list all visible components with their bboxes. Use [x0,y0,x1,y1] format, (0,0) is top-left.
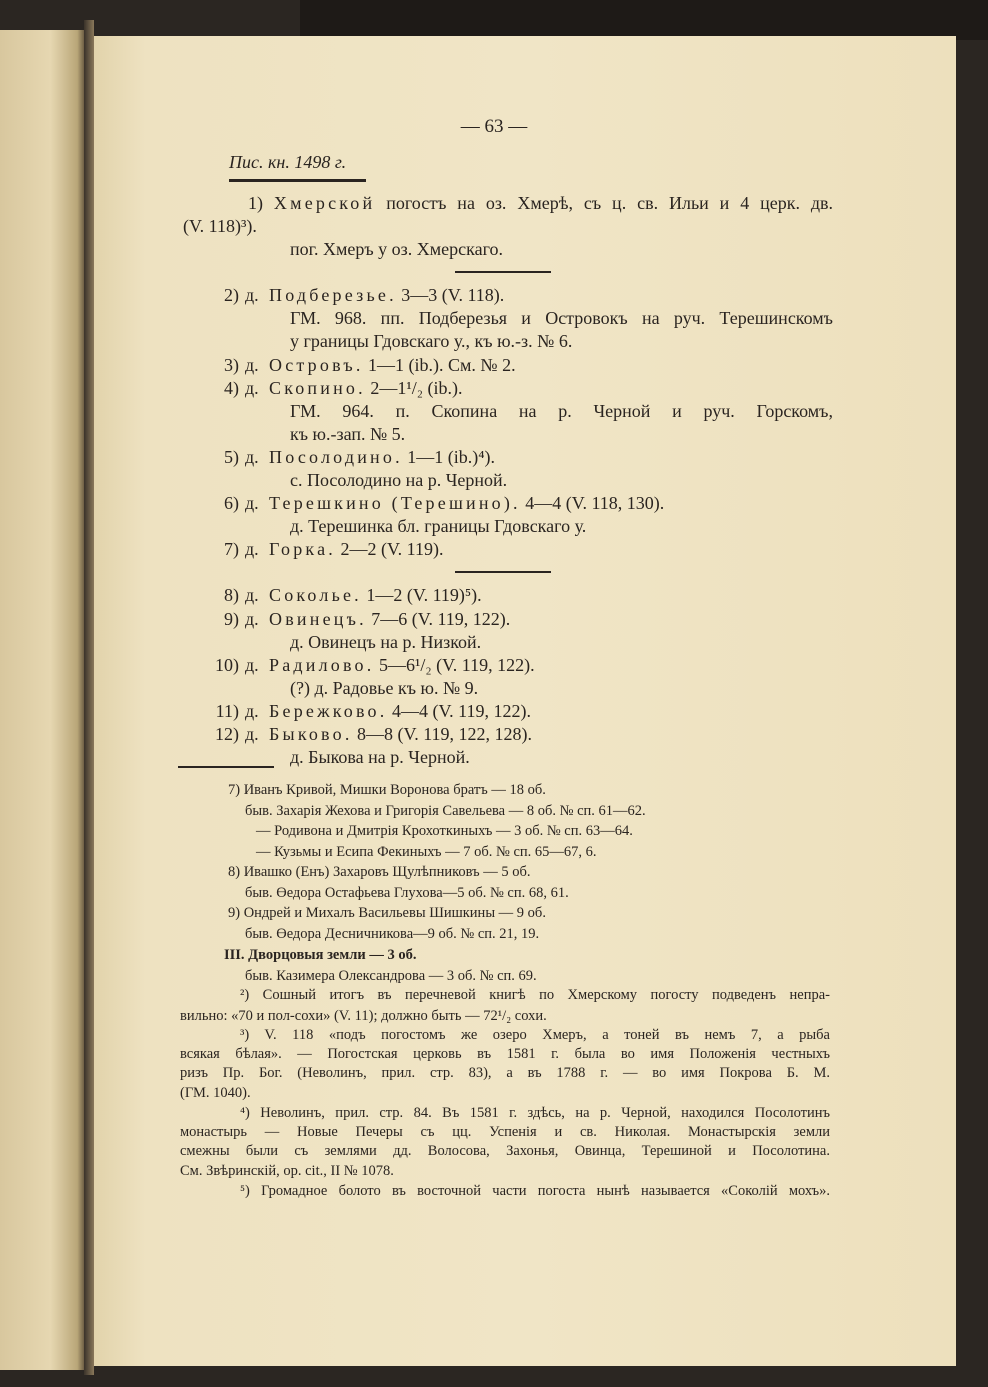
entry-line [183,492,833,515]
entry-text: 3—3 (V. 118). [396,285,505,306]
book-spine [84,20,94,1375]
entry-text: 2—1¹/₂ (ib.). [365,377,463,398]
footnote-line: ⁵) Громадное болото въ восточной части погоста нынѣ называется «Соколій мохъ». [240,1182,830,1199]
entry-number: 7) [224,539,239,560]
place-name: Терешкино (Терешино). [269,493,521,514]
place-name: Овинецъ. [269,608,367,629]
footnote-line: 8) Ивашко (Енъ) Захаровъ Щулѣпниковъ — 5 об. [228,864,531,880]
section-divider [183,561,833,584]
entry-number: 12) [215,723,239,744]
footnote-line: смежны были съ землями дд. Волосова, Захонья, Овинца, Терешиной и Посолотина. [180,1142,830,1159]
footnote-line: всякая бѣлая». — Погостская церковь въ 1581 г. была во имя Положенія честныхъ [180,1045,830,1062]
header-underline [229,179,366,182]
footnote-line: быв. Өедора Десничникова—9 об. № сп. 21, 19. [245,925,540,942]
entry-text: 2—2 (V. 119). [336,539,444,560]
footnote-line: 9) Ондрей и Михалъ Васильевы Шишкины — 9 об. [228,905,546,921]
entry-1-line [183,192,833,215]
settlement-type: д. [245,377,259,398]
entry-number: 11) [215,700,239,721]
entry-number: 6) [224,493,239,514]
settlement-type: д. [245,700,259,721]
entry-number: 5) [224,446,239,467]
footnote-line: ²) Сошный итогъ въ перечневой книгѣ по Хмерскому погосту подведенъ непра- [240,987,830,1003]
entry-note: д. Терешинка бл. границы Гдовскаго у. [290,516,587,537]
entry-number: 1) [248,193,263,213]
entry-group [183,284,833,561]
entry-number: 9) [224,608,239,629]
entry-text: 4—4 (V. 119, 122). [387,700,531,721]
settlement-type: д. [245,723,259,744]
entry-text: 8—8 (V. 119, 122, 128). [352,723,533,744]
entry-text: 1—1 (ib.)⁴). [402,446,496,467]
entry-line [183,700,833,723]
entry-1-continuation: (V. 118)³). [183,216,257,237]
place-name: Горка. [269,539,336,560]
entry-number: 8) [224,585,239,606]
footnote-line: (ГМ. 1040). [180,1084,251,1101]
place-name: Быково. [269,723,353,744]
settlement-type: д. [245,354,259,375]
entry-line [183,584,833,607]
entry-text: погостъ на оз. Хмерѣ, съ ц. св. Ильи и 4 церк. дв. [375,193,834,213]
entry-text: 1—1 (ib.). См. № 2. [363,354,516,375]
settlement-type: д. [245,539,259,560]
entry-note: (?) д. Радовье къ ю. № 9. [290,677,479,698]
entry-1-note: пог. Хмеръ у оз. Хмерскаго. [290,239,504,260]
entry-text: 4—4 (V. 118, 130). [520,493,665,514]
page-number: — 63 — [460,116,528,137]
entry-line [183,377,833,400]
entry-note: ГМ. 968. пп. Подберезья и Островокъ на руч. Терешинскомъ [290,308,833,329]
entry-number: 10) [215,654,239,675]
footnote-line: ризъ Пр. Бог. (Неволинъ, прил. стр. 83), а въ 1788 г. — во имя Покрова Б. М. [180,1064,830,1081]
entry-note: д. Быкова на р. Черной. [290,747,470,768]
footnote-line: быв. Казимера Олександрова — 3 об. № сп. 69. [245,968,537,984]
entry-note: ГМ. 964. п. Скопина на р. Черной и руч. Горскомъ, [290,400,833,421]
settlement-type: д. [245,285,259,306]
footnote-line: — Кузьмы и Есипа Фекиныхъ — 7 об. № сп. 65—67, 6. [256,843,597,860]
entry-line [183,284,833,307]
entry-note: къ ю.-зап. № 5. [290,423,406,444]
footnote-line: вильно: «70 и пол-сохи» (V. 11); должно быть — 72¹/₂ сохи. [180,1007,547,1024]
settlement-type: д. [245,654,259,675]
entry-text: 5—6¹/₂ (V. 119, 122). [374,654,535,675]
section-divider [183,261,833,284]
place-name: Островъ. [269,354,364,375]
place-name: Бережково. [269,700,388,721]
place-name: Подберезье. [269,285,397,306]
footnote-line: быв. Өедора Остафьева Глухова—5 об. № сп. 68, 61. [245,884,569,901]
entry-line [183,446,833,469]
entry-number: 2) [224,285,239,306]
footnote-line: — Родивона и Дмитрія Крохоткиныхъ — 3 об. № сп. 63—64. [256,823,633,839]
section-header: Пис. кн. 1498 г. [229,152,347,172]
footnote-line: монастырь — Новые Печеры съ цц. Успенія и св. Николая. Монастырскія земли [180,1123,830,1140]
footnote-line: См. Звѣринскій, op. cit., II № 1078. [180,1162,394,1179]
footnote-divider [178,766,274,768]
entry-line [183,538,833,561]
place-name: Соколье. [269,585,362,606]
entry-line [183,723,833,746]
entry-text: 1—2 (V. 119)⁵). [361,585,482,606]
footnotes [180,780,830,1201]
settlement-type: д. [245,608,259,629]
entry-number: 4) [224,377,239,398]
left-page-edge [0,30,84,1370]
place-name: Радилово. [269,654,375,675]
entry-note: с. Посолодино на р. Черной. [290,470,508,491]
footnote-line: быв. Захарія Жехова и Григорія Савельева — 8 об. № сп. 61—62. [245,802,646,819]
book-edge [300,0,988,40]
settlement-type: д. [245,446,259,467]
main-text [183,192,833,769]
footnote-line: 7) Иванъ Кривой, Мишки Воронова братъ — 18 об. [228,782,546,798]
entry-note: д. Овинецъ на р. Низкой. [290,631,482,652]
place-name: Посолодино. [269,446,403,467]
entry-line [183,608,833,631]
entry-number: 3) [224,354,239,375]
entry-note: у границы Гдовскаго у., къ ю.-з. № 6. [290,331,573,352]
footnote-line: III. Дворцовыя земли — 3 об. [224,947,417,963]
settlement-type: д. [245,493,259,514]
footnote-line: ⁴) Неволинъ, прил. стр. 84. Въ 1581 г. здѣсь, на р. Черной, находился Посолотинъ [240,1104,830,1121]
entry-line [183,654,833,677]
place-name: Хмерской [273,193,376,213]
entry-group [183,584,833,769]
place-name: Скопино. [269,377,366,398]
entry-line [183,354,833,377]
footnote-line: ³) V. 118 «подъ погостомъ же озеро Хмеръ, а тоней въ немъ 7, а рыба [240,1026,830,1043]
settlement-type: д. [245,585,259,606]
entry-text: 7—6 (V. 119, 122). [366,608,511,629]
